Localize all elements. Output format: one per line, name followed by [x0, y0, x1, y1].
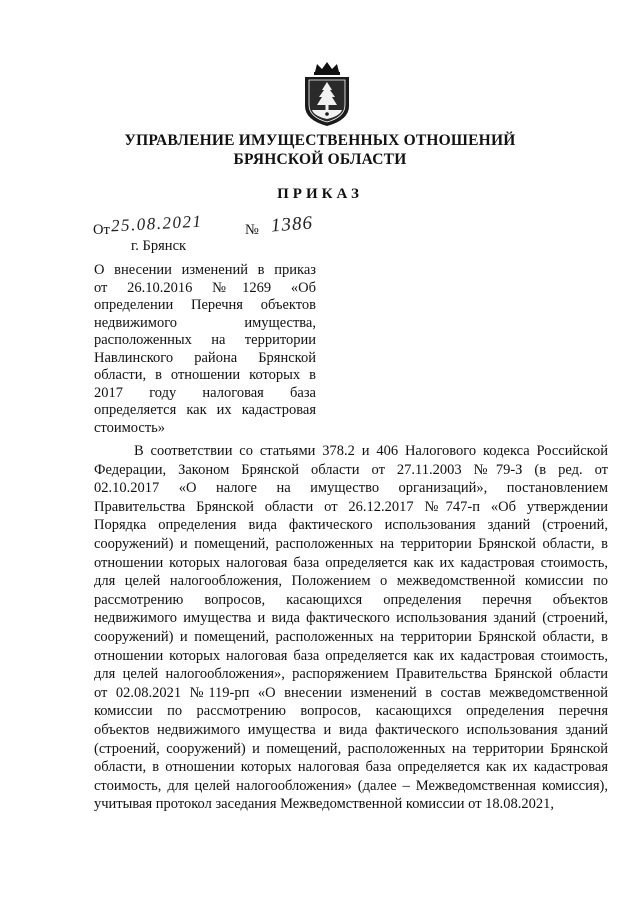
- body-line: Правительства Брянской области от 26.12.2017 №747-п «Об утверждении: [94, 498, 608, 515]
- body-line: стоимость, для целей налогообложения» (далее – Межведомственная комиссия),: [94, 777, 608, 794]
- body-line: 02.10.2017 «О налоге на имущество организаций», постановлением: [94, 480, 608, 497]
- handwritten-number: 1386: [270, 212, 314, 237]
- body-line: для целей налогообложения», распоряжением Правительства Брянской области: [94, 666, 608, 683]
- subject-line: определяется как их кадастровая: [94, 402, 316, 418]
- body-line: сооружений) и помещений, расположенных на территории Брянской области, в: [94, 535, 608, 552]
- number-label: №: [245, 222, 259, 238]
- body-line: отношении которых налоговая база определяется как их кадастровая стоимость,: [94, 647, 608, 664]
- subject-line: области, в отношении которых в: [94, 367, 316, 383]
- subject-line: от 26.10.2016 №1269 «Об: [94, 279, 316, 296]
- body-line: рассмотрению вопросов, касающихся определения перечня объектов: [94, 591, 608, 608]
- body-line: недвижимого имущества и вида фактического использования зданий (строений,: [94, 610, 608, 627]
- body-line: сооружений) и помещений, расположенных на территории Брянской области, в: [94, 628, 608, 645]
- body-line: (строений, сооружений) и помещений, расположенных на территории Брянской: [94, 740, 608, 757]
- body-line: объектов недвижимого имущества и вида фактического использования зданий: [94, 721, 608, 738]
- order-subject: [94, 262, 316, 437]
- handwritten-date: 25.08.2021: [110, 211, 203, 236]
- subject-line: определении Перечня объектов: [94, 297, 316, 313]
- body-line: от 02.08.2021 №119-рп «О внесении изменений в состав межведомственной: [94, 684, 608, 701]
- document-type-heading: ПРИКАЗ: [277, 186, 363, 202]
- body-line: для целей налогообложения, Положением о межведомственной комиссии по: [94, 573, 608, 590]
- subject-line: Навлинского района Брянской: [94, 349, 316, 366]
- organization-name-line1: УПРАВЛЕНИЕ ИМУЩЕСТВЕННЫХ ОТНОШЕНИЙ: [124, 132, 516, 149]
- body-line: учитывая протокол заседания Межведомственной комиссии от 18.08.2021,: [94, 796, 555, 813]
- organization-name-line2: БРЯНСКОЙ ОБЛАСТИ: [233, 151, 407, 168]
- subject-line: расположенных на территории: [94, 332, 316, 348]
- order-body-text: [94, 442, 608, 814]
- body-line: области, в отношении которых налоговая база определяется как их кадастровая: [94, 759, 608, 776]
- date-label: От: [93, 222, 110, 238]
- body-line: отношении которых налоговая база определяется как их кадастровая стоимость,: [94, 554, 608, 571]
- city-name: г. Брянск: [131, 238, 187, 254]
- body-line: В соответствии со статьями 378.2 и 406 Налогового кодекса Российской: [134, 443, 608, 459]
- body-line: Федерации, Законом Брянской области от 27.11.2003 №79-З (в ред. от: [94, 461, 608, 478]
- subject-line: стоимость»: [94, 419, 166, 436]
- coat-of-arms-emblem: [301, 62, 353, 128]
- subject-line: 2017 году налоговая база: [94, 384, 316, 401]
- subject-line: недвижимого имущества,: [94, 314, 316, 331]
- body-line: Порядка определения вида фактического использования зданий (строений,: [94, 517, 608, 534]
- body-line: комиссии по рассмотрению вопросов, касающихся определения перечня: [94, 703, 608, 720]
- subject-line: О внесении изменений в приказ: [94, 262, 316, 278]
